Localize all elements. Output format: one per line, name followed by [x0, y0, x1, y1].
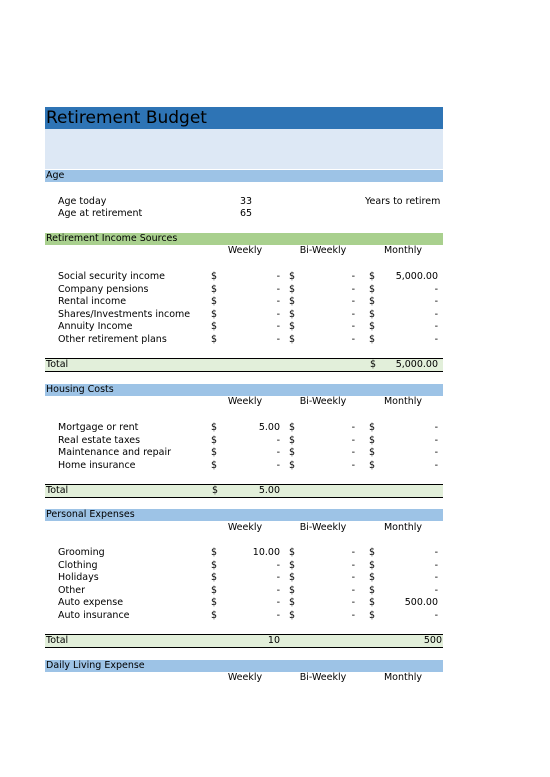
housing-weekly-value: -	[276, 447, 280, 459]
income-row-label: Shares/Investments income	[58, 308, 191, 320]
personal-biweekly-currency: $	[289, 597, 296, 609]
personal-monthly-value: -	[434, 610, 438, 621]
personal-monthly-value: 500.00	[404, 597, 438, 609]
income-weekly-currency: $	[211, 334, 218, 345]
age-today-label: Age today	[58, 196, 107, 207]
personal-col-weekly: Weekly	[227, 522, 263, 533]
personal-biweekly-value: -	[351, 559, 355, 571]
personal-biweekly-value: -	[351, 584, 355, 596]
income-monthly-value: -	[434, 283, 438, 295]
income-biweekly-value: -	[351, 296, 355, 308]
housing-biweekly-currency: $	[289, 459, 296, 471]
age-section-header: Age	[45, 170, 443, 182]
personal-row-label: Grooming	[58, 547, 105, 558]
personal-section-header: Personal Expenses	[45, 509, 443, 521]
income-weekly-currency: $	[211, 271, 218, 282]
personal-weekly-currency: $	[211, 547, 218, 558]
housing-row-label: Mortgage or rent	[58, 422, 139, 433]
income-col-weekly: Weekly	[227, 245, 263, 256]
personal-weekly-value: -	[276, 610, 280, 621]
income-monthly-value: -	[434, 308, 438, 320]
income-section-header: Retirement Income Sources	[45, 233, 443, 245]
personal-col-monthly: Monthly	[383, 522, 423, 533]
income-biweekly-currency: $	[289, 283, 296, 295]
personal-weekly-value: -	[276, 559, 280, 571]
income-biweekly-value: -	[351, 283, 355, 295]
years-to-retire-label: Years to retirem	[365, 196, 441, 207]
income-total-currency: $	[370, 359, 377, 370]
personal-biweekly-currency: $	[289, 584, 296, 596]
daily-col-monthly: Monthly	[383, 672, 423, 683]
housing-biweekly-value: -	[351, 422, 355, 433]
income-weekly-value: -	[276, 308, 280, 320]
housing-col-weekly: Weekly	[227, 396, 263, 407]
personal-weekly-value: 10.00	[252, 547, 280, 558]
income-weekly-value: -	[276, 296, 280, 308]
personal-weekly-currency: $	[211, 559, 218, 571]
personal-total-row	[45, 634, 443, 648]
housing-monthly-value: -	[434, 447, 438, 459]
income-monthly-value: 5,000.00	[395, 271, 438, 282]
income-row-label: Social security income	[58, 271, 165, 282]
housing-weekly-value: 5.00	[258, 422, 280, 433]
housing-weekly-value: -	[276, 459, 280, 471]
personal-weekly-currency: $	[211, 597, 218, 609]
personal-weekly-currency: $	[211, 572, 218, 584]
daily-col-biweekly: Bi-Weekly	[299, 672, 347, 683]
personal-weekly-value: -	[276, 584, 280, 596]
personal-total-monthly: 500	[423, 635, 442, 646]
personal-biweekly-value: -	[351, 547, 355, 558]
income-total-monthly: 5,000.00	[395, 359, 438, 370]
personal-biweekly-currency: $	[289, 547, 296, 558]
housing-row-label: Home insurance	[58, 459, 136, 471]
income-row-label: Rental income	[58, 296, 127, 308]
housing-weekly-currency: $	[211, 459, 218, 471]
income-weekly-value: -	[276, 283, 280, 295]
personal-total-label: Total	[46, 635, 69, 646]
income-biweekly-currency: $	[289, 321, 296, 333]
housing-biweekly-currency: $	[289, 434, 296, 446]
personal-row-label: Auto expense	[58, 597, 124, 609]
housing-total-row	[45, 484, 443, 498]
personal-monthly-currency: $	[369, 559, 376, 571]
housing-total-currency: $	[212, 485, 219, 496]
personal-row-label: Holidays	[58, 572, 99, 584]
housing-row-label: Real estate taxes	[58, 434, 141, 446]
housing-monthly-value: -	[434, 459, 438, 471]
income-monthly-currency: $	[369, 308, 376, 320]
income-row-label: Annuity Income	[58, 321, 133, 333]
age-retirement-label: Age at retirement	[58, 208, 143, 219]
income-biweekly-currency: $	[289, 271, 296, 282]
housing-weekly-currency: $	[211, 422, 218, 433]
income-biweekly-currency: $	[289, 308, 296, 320]
page-title: Retirement Budget	[46, 108, 207, 128]
housing-biweekly-value: -	[351, 447, 355, 459]
personal-col-biweekly: Bi-Weekly	[299, 522, 347, 533]
housing-monthly-currency: $	[369, 434, 376, 446]
personal-row-label: Other	[58, 584, 85, 596]
personal-monthly-value: -	[434, 584, 438, 596]
personal-weekly-currency: $	[211, 584, 218, 596]
housing-biweekly-currency: $	[289, 447, 296, 459]
income-total-row	[45, 358, 443, 372]
housing-section-header: Housing Costs	[45, 384, 443, 396]
income-weekly-currency: $	[211, 308, 218, 320]
income-biweekly-value: -	[351, 271, 355, 282]
personal-weekly-value: -	[276, 572, 280, 584]
personal-biweekly-value: -	[351, 610, 355, 621]
personal-monthly-currency: $	[369, 572, 376, 584]
income-monthly-value: -	[434, 296, 438, 308]
income-row-label: Company pensions	[58, 283, 149, 295]
personal-monthly-currency: $	[369, 584, 376, 596]
housing-weekly-currency: $	[211, 447, 218, 459]
income-monthly-currency: $	[369, 296, 376, 308]
daily-section-header: Daily Living Expense	[45, 660, 443, 672]
personal-monthly-value: -	[434, 572, 438, 584]
income-col-monthly: Monthly	[383, 245, 423, 256]
personal-monthly-value: -	[434, 547, 438, 558]
personal-biweekly-currency: $	[289, 572, 296, 584]
income-biweekly-currency: $	[289, 296, 296, 308]
personal-biweekly-value: -	[351, 597, 355, 609]
daily-col-weekly: Weekly	[227, 672, 263, 683]
personal-row-label: Auto insurance	[58, 610, 130, 621]
income-weekly-value: -	[276, 271, 280, 282]
housing-total-weekly: 5.00	[258, 485, 280, 496]
personal-monthly-currency: $	[369, 547, 376, 558]
housing-row-label: Maintenance and repair	[58, 447, 172, 459]
housing-monthly-value: -	[434, 422, 438, 433]
housing-monthly-currency: $	[369, 459, 376, 471]
income-weekly-currency: $	[211, 283, 218, 295]
income-biweekly-value: -	[351, 334, 355, 345]
income-biweekly-currency: $	[289, 334, 296, 345]
personal-row-label: Clothing	[58, 559, 98, 571]
income-monthly-currency: $	[369, 321, 376, 333]
personal-biweekly-currency: $	[289, 610, 296, 621]
title-sub-band	[45, 129, 443, 169]
income-row-label: Other retirement plans	[58, 334, 167, 345]
income-col-biweekly: Bi-Weekly	[299, 245, 347, 256]
housing-biweekly-value: -	[351, 434, 355, 446]
age-today-value: 33	[240, 196, 253, 207]
income-monthly-currency: $	[369, 271, 376, 282]
housing-biweekly-value: -	[351, 459, 355, 471]
housing-biweekly-currency: $	[289, 422, 296, 433]
housing-col-biweekly: Bi-Weekly	[299, 396, 347, 407]
personal-total-weekly: 10	[267, 635, 280, 646]
income-biweekly-value: -	[351, 321, 355, 333]
housing-monthly-value: -	[434, 434, 438, 446]
personal-weekly-currency: $	[211, 610, 218, 621]
housing-monthly-currency: $	[369, 447, 376, 459]
income-monthly-value: -	[434, 334, 438, 345]
income-total-label: Total	[46, 359, 69, 370]
personal-monthly-value: -	[434, 559, 438, 571]
personal-monthly-currency: $	[369, 610, 376, 621]
income-weekly-currency: $	[211, 321, 218, 333]
income-weekly-value: -	[276, 334, 280, 345]
housing-monthly-currency: $	[369, 422, 376, 433]
housing-total-label: Total	[46, 485, 69, 496]
income-monthly-currency: $	[369, 283, 376, 295]
housing-weekly-value: -	[276, 434, 280, 446]
income-monthly-currency: $	[369, 334, 376, 345]
housing-weekly-currency: $	[211, 434, 218, 446]
income-weekly-value: -	[276, 321, 280, 333]
title-bar	[45, 107, 443, 129]
income-weekly-currency: $	[211, 296, 218, 308]
personal-biweekly-currency: $	[289, 559, 296, 571]
income-monthly-value: -	[434, 321, 438, 333]
personal-weekly-value: -	[276, 597, 280, 609]
housing-col-monthly: Monthly	[383, 396, 423, 407]
personal-biweekly-value: -	[351, 572, 355, 584]
personal-monthly-currency: $	[369, 597, 376, 609]
age-retirement-value: 65	[240, 208, 253, 219]
income-biweekly-value: -	[351, 308, 355, 320]
